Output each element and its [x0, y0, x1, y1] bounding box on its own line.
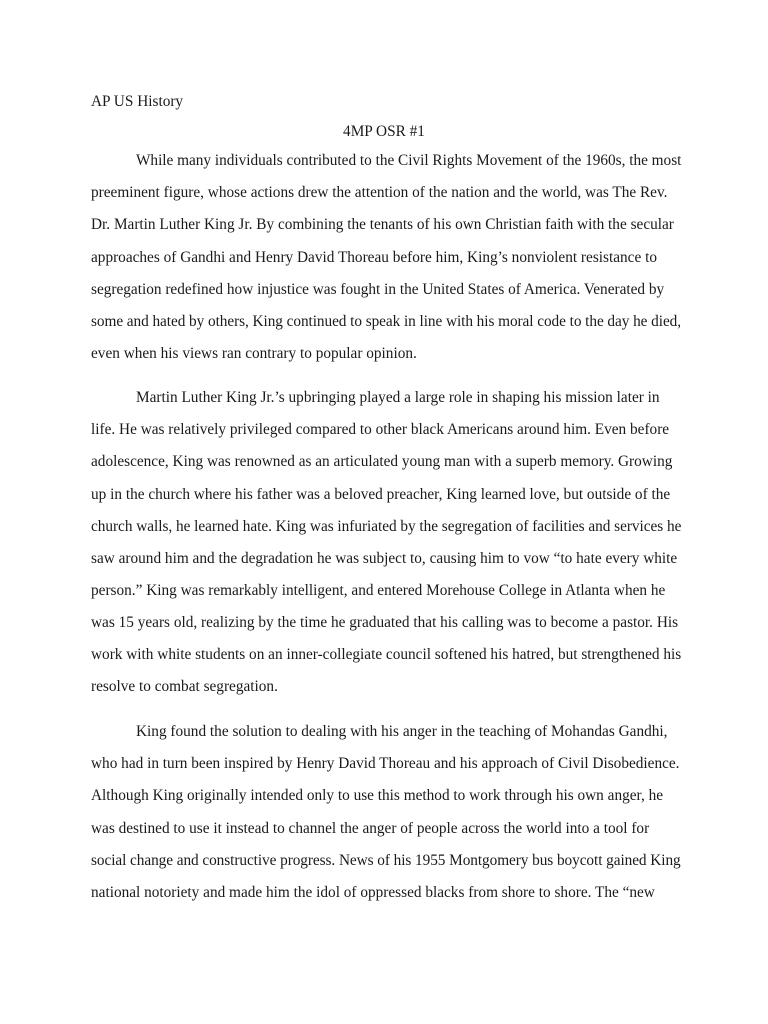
text-line: up in the church where his father was a beloved preacher, King learned love, but outside of the — [91, 486, 671, 503]
text-line: church walls, he learned hate. King was infuriated by the segregation of facilities and services he — [91, 518, 682, 535]
text-line: was 15 years old, realizing by the time he graduated that his calling was to become a pastor. His — [91, 614, 679, 631]
essay-title: 4MP OSR #1 — [343, 123, 425, 140]
text-line: even when his views ran contrary to popular opinion. — [91, 345, 417, 362]
text-line: Dr. Martin Luther King Jr. By combining the tenants of his own Christian faith with the secular — [91, 216, 674, 233]
text-line: life. He was relatively privileged compared to other black Americans around him. Even before — [91, 421, 670, 438]
text-line: who had in turn been inspired by Henry David Thoreau and his approach of Civil Disobedience. — [91, 755, 680, 772]
text-line: Martin Luther King Jr.’s upbringing played a large role in shaping his mission later in — [136, 389, 660, 406]
text-line: segregation redefined how injustice was fought in the United States of America. Venerated by — [91, 281, 665, 298]
text-line: Although King originally intended only to use this method to work through his own anger, he — [91, 787, 664, 804]
text-line: some and hated by others, King continued to speak in line with his moral code to the day he died, — [91, 313, 682, 330]
course-name: AP US History — [91, 93, 184, 110]
text-line: preeminent figure, whose actions drew the attention of the nation and the world, was The Rev. — [91, 184, 668, 201]
text-line: was destined to use it instead to channel the anger of people across the world into a tool for — [91, 820, 650, 837]
text-line: person.” King was remarkably intelligent, and entered Morehouse College in Atlanta when he — [91, 582, 666, 599]
text-line: saw around him and the degradation he was subject to, causing him to vow “to hate every white — [91, 550, 678, 567]
text-line: While many individuals contributed to the Civil Rights Movement of the 1960s, the most — [136, 152, 682, 169]
text-line: adolescence, King was renowned as an articulated young man with a superb memory. Growing — [91, 453, 673, 470]
text-line: national notoriety and made him the idol of oppressed blacks from shore to shore. The “new — [91, 884, 655, 901]
text-line: resolve to combat segregation. — [91, 678, 278, 695]
text-line: approaches of Gandhi and Henry David Thoreau before him, King’s nonviolent resistance to — [91, 249, 657, 266]
text-line: King found the solution to dealing with his anger in the teaching of Mohandas Gandhi, — [136, 723, 668, 740]
text-line: social change and constructive progress. News of his 1955 Montgomery bus boycott gained King — [91, 852, 681, 869]
text-line: work with white students on an inner-collegiate council softened his hatred, but strengthened his — [91, 646, 682, 663]
